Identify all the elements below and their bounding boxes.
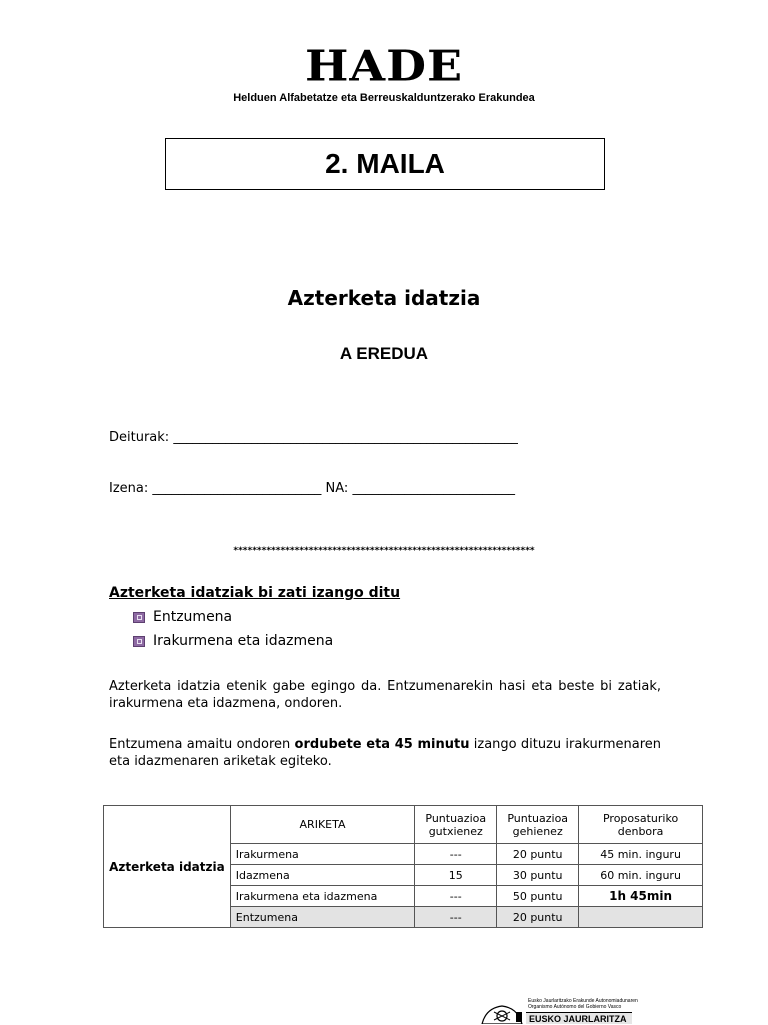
table-cell: 60 min. inguru: [579, 865, 703, 886]
government-name: EUSKO JAURLARITZA: [526, 1012, 632, 1024]
table-cell: 50 puntu: [497, 886, 579, 907]
part-label: Irakurmena eta idazmena: [153, 633, 334, 649]
table-cell: [579, 907, 703, 928]
paragraph-emphasis: ordubete eta 45 minutu: [294, 737, 470, 752]
na-blank[interactable]: _________________________: [352, 481, 515, 496]
part-item: [133, 609, 232, 625]
government-caption-line: Organismo Autónomo del Gobierno Vasco: [528, 1004, 622, 1010]
table-cell: 45 min. inguru: [579, 844, 703, 865]
name-label: Izena:: [109, 481, 149, 496]
table-cell: 1h 45min: [579, 886, 703, 907]
table-cell: 15: [415, 865, 497, 886]
table-cell: 20 puntu: [497, 844, 579, 865]
part-label: Entzumena: [153, 609, 233, 625]
separator-line: ****************************************************************: [233, 546, 535, 556]
table-header: Puntuazioa gutxienez: [415, 806, 497, 844]
government-emblem-icon: [480, 998, 524, 1024]
name-blank[interactable]: __________________________: [152, 481, 322, 496]
parts-heading: Azterketa idatziak bi zati izango ditu: [109, 585, 401, 601]
surname-field: [109, 430, 518, 445]
exam-model: A EREDUA: [339, 344, 429, 363]
exam-title: Azterketa idatzia: [287, 286, 481, 310]
table-cell: ---: [415, 844, 497, 865]
paragraph-text: izango dituzu irakurmenaren eta idazmenaren ariketak egiteko.: [109, 737, 661, 769]
hade-logo: HADE: [304, 41, 464, 91]
table-cell: 20 puntu: [497, 907, 579, 928]
table-row-label: Azterketa idatzia: [104, 806, 231, 928]
name-field: [109, 481, 515, 496]
organization-name: Helduen Alfabetatze eta Berreuskalduntzerako Erakundea: [233, 92, 535, 104]
instructions-paragraph-2: [109, 736, 661, 770]
table-header: Puntuazioa gehienez: [497, 806, 579, 844]
surname-blank[interactable]: _____________________________________________________: [173, 430, 518, 445]
instructions-paragraph-1: Azterketa idatzia etenik gabe egingo da. Entzumenarekin hasi eta beste bi zatiak, irakurmena eta idazmena, ondoren.: [109, 679, 661, 711]
table-header-row: [104, 806, 703, 844]
paragraph-text: Entzumena amaitu ondoren: [109, 737, 295, 752]
na-label: NA:: [325, 481, 349, 496]
exam-table: [103, 805, 703, 928]
government-caption: [528, 998, 638, 1010]
surname-label: Deiturak:: [109, 430, 170, 445]
table-cell: ---: [415, 886, 497, 907]
table-cell: Irakurmena eta idazmena: [230, 886, 415, 907]
level-title: 2. MAILA: [325, 148, 445, 179]
book-bullet-icon: [133, 612, 145, 623]
table-cell: ---: [415, 907, 497, 928]
table-cell: Entzumena: [230, 907, 415, 928]
table-cell: Idazmena: [230, 865, 415, 886]
table-header: Proposaturiko denbora: [579, 806, 703, 844]
level-title-box: [165, 138, 605, 190]
part-item: [133, 633, 333, 649]
table-cell: Irakurmena: [230, 844, 415, 865]
book-bullet-icon: [133, 636, 145, 647]
table-cell: 30 puntu: [497, 865, 579, 886]
table-header: ARIKETA: [230, 806, 415, 844]
government-caption-line: Eusko Jaurlaritzako Erakunde Autonomiadunaren: [528, 998, 638, 1004]
